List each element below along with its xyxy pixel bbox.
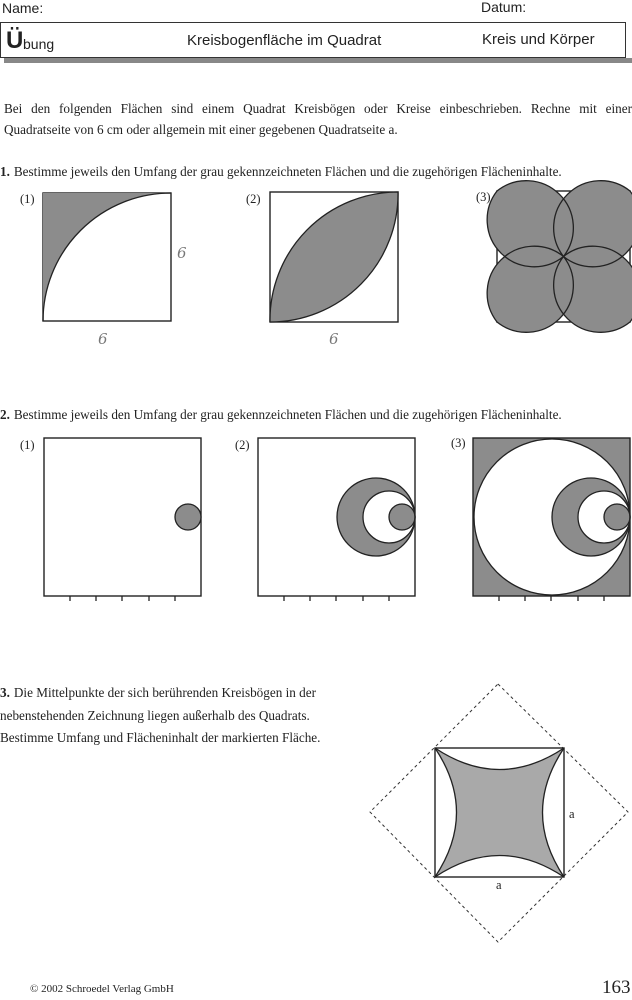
figure-1-1 — [43, 193, 171, 321]
figure-1-2 — [270, 192, 398, 322]
worksheet-type-rest: bung — [23, 36, 55, 52]
intro-line-1: Bei den folgenden Flächen sind einem Quadrat Kreisbögen oder Kreise einbeschrieben. Rechne mit einer — [4, 101, 632, 116]
task-2-instruction: Bestimme jeweils den Umfang der grau gekennzeichneten Flächen und die zugehörigen Flächeninhalte. — [13, 407, 562, 422]
task-1-handwritten-side-1: 6 — [177, 244, 187, 262]
task-3-text — [0, 682, 330, 750]
date-label: Datum: — [481, 0, 527, 15]
task-1-text — [0, 164, 562, 180]
footer-copyright: © 2002 Schroedel Verlag GmbH — [30, 983, 174, 995]
task-1-handwritten-bottom-1: 6 — [98, 330, 108, 348]
figure-3 — [368, 682, 632, 946]
figure-1-3 — [497, 191, 630, 322]
task-1-instruction: Bestimme jeweils den Umfang der grau gekennzeichneten Flächen und die zugehörigen Flächeninhalte. — [13, 164, 562, 179]
figure-2-1-ticks — [70, 596, 175, 601]
figure-2-2-ticks — [284, 596, 389, 601]
header-shadow — [4, 58, 632, 63]
intro-line-2: Quadratseite von 6 cm oder allgemein mit einer gegebenen Quadratseite a. — [4, 122, 398, 137]
task-3-number: 3. — [0, 685, 10, 700]
figure-3-side-label-right: a — [569, 807, 575, 821]
task-3-instruction: Die Mittelpunkte der sich berührenden Kreisbögen in der nebenstehenden Zeichnung liegen außerhalb des Quadrats. Bestimme Umfang und Flächeninhalt der markierten Fläche. — [0, 685, 321, 745]
task-1-label-1: (1) — [20, 192, 35, 206]
task-2-label-2: (2) — [235, 438, 250, 452]
worksheet-type-initial: Ü — [6, 27, 24, 54]
figure-2-3 — [473, 438, 630, 602]
task-2-label-1: (1) — [20, 438, 35, 452]
figure-2-3-ticks — [499, 596, 604, 601]
figure-2-2 — [258, 438, 415, 602]
task-1-handwritten-bottom-2: 6 — [329, 330, 339, 348]
page-number: 163 — [602, 977, 631, 998]
task-2-number: 2. — [0, 407, 10, 422]
task-1-label-2: (2) — [246, 192, 261, 206]
figure-3-side-label-bottom: a — [496, 878, 502, 892]
task-1-label-3: (3) — [476, 190, 491, 204]
task-2-text — [0, 407, 562, 423]
unit-title: Kreis und Körper — [482, 31, 595, 48]
task-1-number: 1. — [0, 164, 10, 179]
figure-2-1 — [44, 438, 201, 602]
task-2-label-3: (3) — [451, 436, 466, 450]
topic-title: Kreisbogenfläche im Quadrat — [187, 32, 382, 49]
name-label: Name: — [2, 0, 44, 16]
